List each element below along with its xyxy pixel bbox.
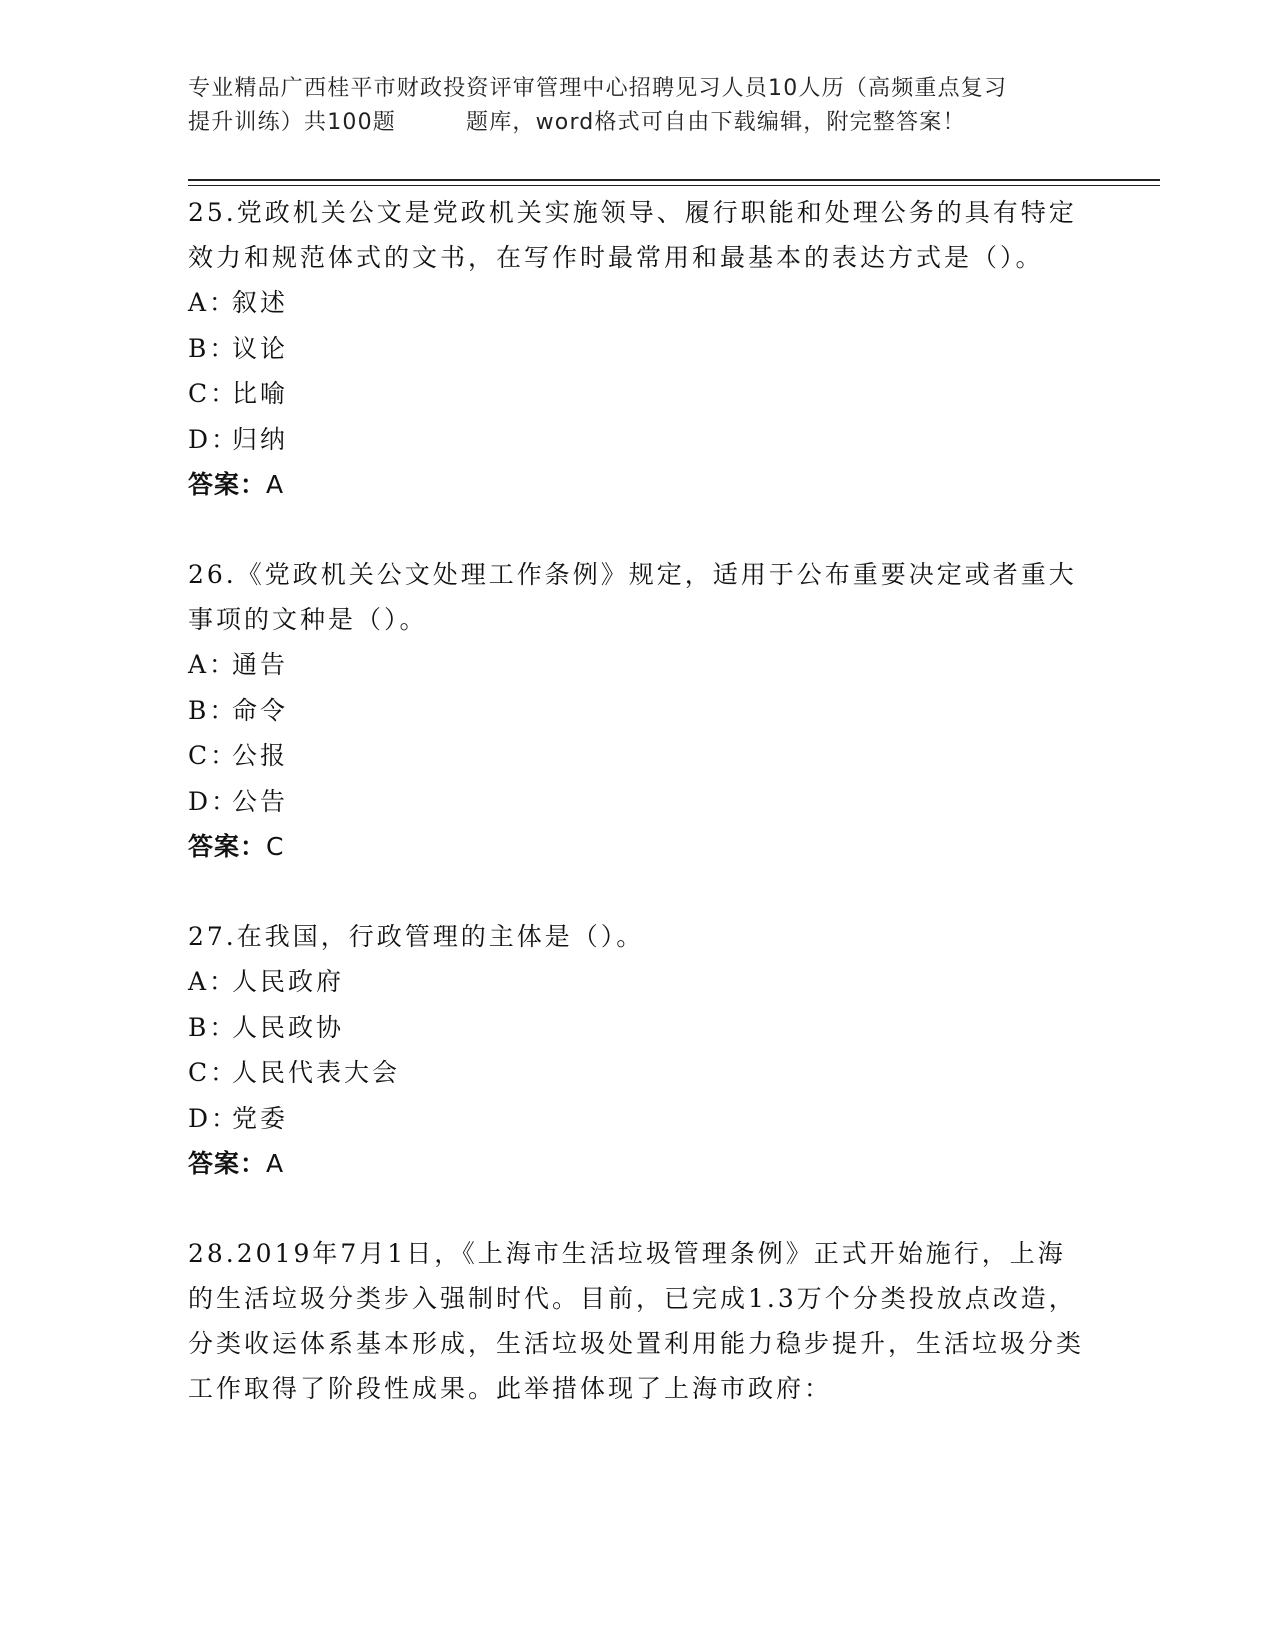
question-27 bbox=[188, 914, 1088, 1187]
header-rule-thick bbox=[188, 179, 1160, 181]
option-c bbox=[188, 1050, 1088, 1096]
option-c bbox=[188, 371, 1088, 417]
header-line-2-right: 题库，word格式可自由下载编辑，附完整答案！ bbox=[466, 110, 966, 135]
option-key: C： bbox=[188, 1058, 239, 1087]
question-28 bbox=[188, 1231, 1088, 1411]
option-key: A： bbox=[188, 288, 238, 317]
question-stem: 25.党政机关公文是党政机关实施领导、履行职能和处理公务的具有特定效力和规范体式的文书，在写作时最常用和最基本的表达方式是（）。 bbox=[188, 198, 1077, 272]
option-text: 人民代表大会 bbox=[232, 1058, 401, 1087]
option-text: 比喻 bbox=[232, 379, 289, 408]
option-text: 叙述 bbox=[232, 288, 289, 317]
answer-value: A bbox=[266, 470, 285, 499]
option-d bbox=[188, 779, 1088, 825]
answer-line bbox=[188, 824, 1088, 870]
answer-label: 答案： bbox=[188, 832, 267, 861]
answer-value: A bbox=[266, 1149, 285, 1178]
answer-line bbox=[188, 462, 1088, 508]
option-text: 公告 bbox=[232, 786, 289, 816]
option-key: B： bbox=[188, 1012, 238, 1042]
option-text: 党委 bbox=[232, 1103, 289, 1133]
question-25 bbox=[188, 190, 1088, 508]
option-key: B： bbox=[188, 695, 238, 725]
option-d bbox=[188, 1096, 1088, 1142]
option-a bbox=[188, 642, 1088, 688]
answer-label: 答案： bbox=[188, 470, 267, 499]
option-text: 公报 bbox=[232, 741, 289, 770]
option-key: D： bbox=[188, 424, 240, 454]
question-list bbox=[188, 190, 1088, 1411]
option-text: 通告 bbox=[232, 650, 289, 679]
option-b bbox=[188, 326, 1088, 372]
question-stem: 27.在我国，行政管理的主体是（）。 bbox=[188, 922, 645, 951]
question-26 bbox=[188, 552, 1088, 870]
option-text: 命令 bbox=[232, 695, 289, 725]
header-rule-thin bbox=[188, 185, 1160, 186]
answer-value: C bbox=[266, 832, 285, 861]
option-key: C： bbox=[188, 379, 239, 408]
header-line-1: 专业精品广西桂平市财政投资评审管理中心招聘见习人员10人历（高频重点复习 bbox=[188, 76, 1008, 101]
header-line-2 bbox=[188, 106, 1088, 140]
option-key: A： bbox=[188, 650, 238, 679]
answer-label: 答案： bbox=[188, 1149, 267, 1178]
option-key: D： bbox=[188, 786, 240, 816]
option-b bbox=[188, 688, 1088, 734]
option-key: C： bbox=[188, 741, 239, 770]
option-text: 议论 bbox=[232, 333, 289, 363]
option-key: D： bbox=[188, 1103, 240, 1133]
option-text: 人民政府 bbox=[232, 967, 345, 996]
option-d bbox=[188, 417, 1088, 463]
option-text: 归纳 bbox=[232, 424, 289, 454]
document-header bbox=[188, 72, 1088, 140]
question-stem: 26.《党政机关公文处理工作条例》规定，适用于公布重要决定或者重大事项的文种是（）。 bbox=[188, 560, 1077, 634]
option-key: A： bbox=[188, 967, 238, 996]
option-text: 人民政协 bbox=[232, 1012, 345, 1042]
option-a bbox=[188, 959, 1088, 1005]
answer-line bbox=[188, 1141, 1088, 1187]
option-c bbox=[188, 733, 1088, 779]
option-b bbox=[188, 1005, 1088, 1051]
option-key: B： bbox=[188, 333, 238, 363]
question-stem: 28.2019年7月1日，《上海市生活垃圾管理条例》正式开始施行，上海的生活垃圾分类步入强制时代。目前，已完成1.3万个分类投放点改造，分类收运体系基本形成，生活垃圾处置利用能力稳步提升，生活垃圾分类工作取得了阶段性成果。此举措体现了上海市政府： bbox=[188, 1239, 1085, 1403]
header-line-2-left: 提升训练）共100题 bbox=[188, 110, 396, 135]
option-a bbox=[188, 280, 1088, 326]
